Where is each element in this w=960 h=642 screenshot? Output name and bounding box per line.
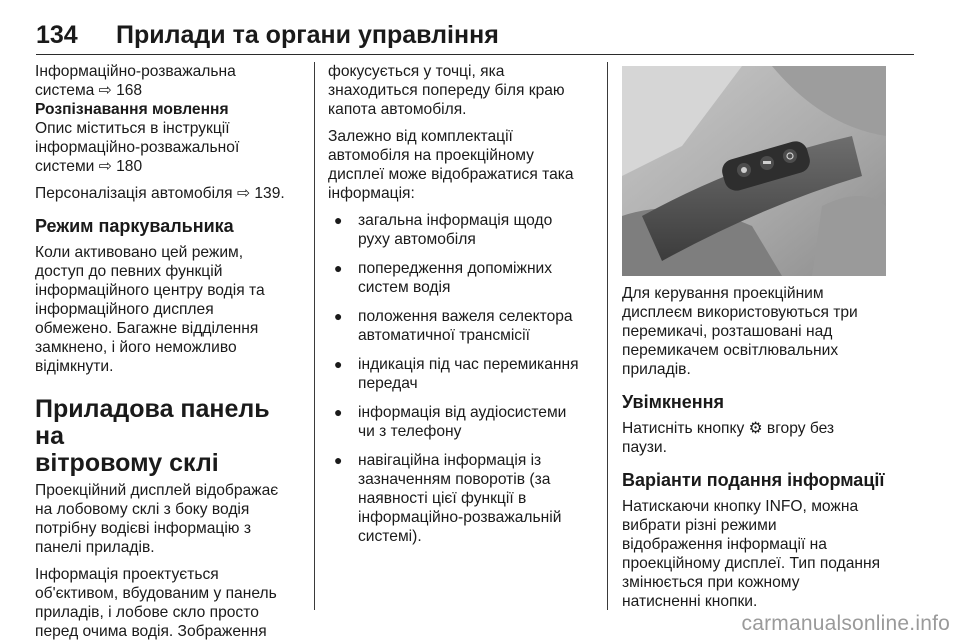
bullet-icon: ● (334, 212, 343, 228)
paragraph: фокусується у точці, яка знаходиться попереду біля краю капота автомобіля. (328, 63, 565, 118)
section-heading-display-modes: Варіанти подання інформації (622, 470, 885, 490)
column-divider (607, 62, 608, 610)
page-header (36, 20, 914, 55)
list-item: ● положення важеля селектора автоматичної трансмісії (334, 308, 573, 344)
section-heading-parking-mode: Режим паркувальника (35, 216, 234, 236)
list-item: ● навігаційна інформація із зазначенням поворотів (за наявності цієї функції в інформаційно-розважальній системі). (334, 452, 562, 545)
watermark: carmanualsonline.info (741, 612, 950, 635)
paragraph: Залежно від комплектації автомобіля на проекційному дисплеї може відображатися така інформація: (328, 128, 574, 202)
paragraph: Опис міститься в інструкції інформаційно-розважальної системи ⇨ 180 (35, 120, 240, 175)
paragraph: Для керування проекційним дисплеєм використовуються три перемикачі, розташовані над перемикачем освітлювальних приладів. (622, 285, 858, 378)
subheading-speech-recognition: Розпізнавання мовлення (35, 101, 229, 118)
paragraph: Персоналізація автомобіля ⇨ 139. (35, 185, 285, 202)
list-item: ● інформація від аудіосистеми чи з телефону (334, 404, 567, 440)
list-item: ● загальна інформація щодо руху автомобіля (334, 212, 553, 248)
paragraph: Натисніть кнопку ⚙ вгору без паузи. (622, 420, 835, 456)
bullet-icon: ● (334, 356, 343, 372)
column-divider (314, 62, 315, 610)
page-number: 134 (36, 21, 78, 49)
paragraph: Коли активовано цей режим, доступ до певних функцій інформаційного центру водія та інформаційного дисплея обмежено. Багажне відділення замкнено, і його неможливо відімкнути. (35, 244, 265, 375)
column-right (622, 62, 892, 611)
paragraph: Натискаючи кнопку INFO, можна вибрати різні режими відображення інформації на проекційному дисплеї. Тип подання змінюється при кожному натисненні кнопки. (622, 498, 881, 610)
page-title: Прилади та органи управління (116, 21, 499, 49)
section-heading-hud: Приладова панель на вітровому склі (35, 395, 270, 477)
bullet-icon: ● (334, 308, 343, 324)
column-middle (328, 62, 592, 556)
paragraph: Проекційний дисплей відображає на лобовому склі з боку водія потрібну водієві інформацію з панелі приладів. (35, 482, 279, 556)
info-bullet-list (328, 211, 592, 546)
bullet-icon: ● (334, 260, 343, 276)
paragraph: Інформація проектується об'єктивом, вбудованим у панель приладів, і лобове скло просто перед очима водія. Зображення (35, 566, 277, 640)
list-item: ● індикація під час перемикання передач (334, 356, 579, 392)
list-item: ● попередження допоміжних систем водія (334, 260, 553, 296)
paragraph: Інформаційно-розважальна система ⇨ 168 (35, 63, 236, 99)
column-left (35, 62, 301, 641)
bullet-icon: ● (334, 452, 343, 468)
bullet-icon: ● (334, 404, 343, 420)
section-heading-switch-on: Увімкнення (622, 392, 725, 412)
hud-switch-cluster-photo (622, 66, 886, 276)
